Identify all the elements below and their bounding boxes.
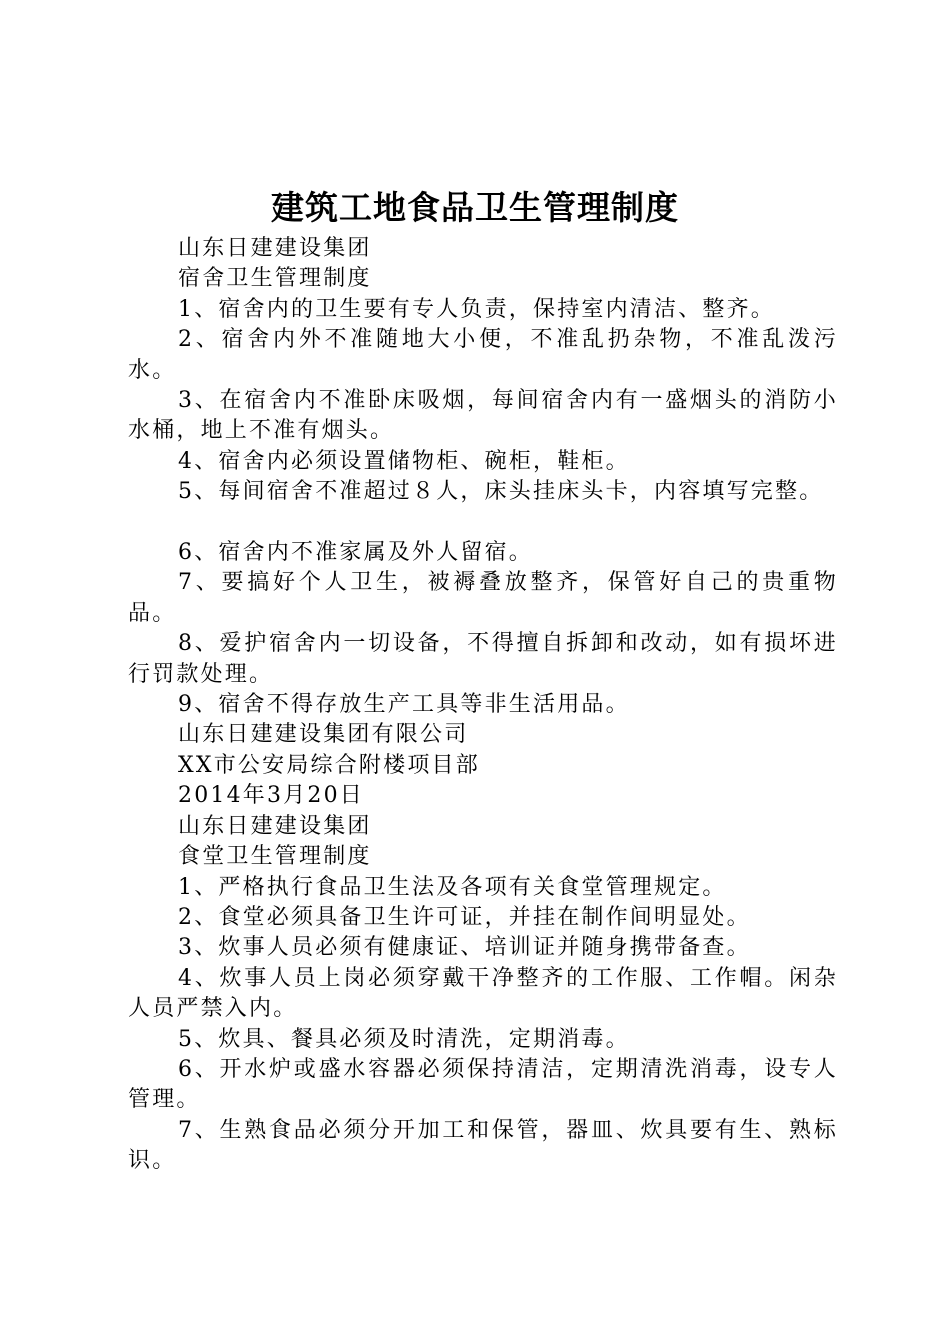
paragraph-canteen-rules-heading: 食堂卫生管理制度: [178, 844, 372, 870]
paragraph-canteen-rule-2: 2、食堂必须具备卫生许可证，并挂在制作间明显处。: [178, 904, 751, 930]
paragraph-canteen-rule-3: 3、炊事人员必须有健康证、培训证并随身携带备查。: [178, 935, 751, 961]
paragraph-canteen-rule-1: 1、严格执行食品卫生法及各项有关食堂管理规定。: [178, 874, 727, 900]
paragraph-dorm-rule-5: 5、每间宿舍不准超过８人，床头挂床头卡，内容填写完整。: [178, 479, 824, 505]
paragraph-dorm-rule-2: 2、宿舍内外不准随地大小便，不准乱扔杂物，不准乱泼污水。: [128, 327, 838, 383]
paragraph-date: 2014年3月20日: [178, 783, 364, 809]
paragraph-canteen-rule-6: 6、开水炉或盛水容器必须保持清洁，定期清洗消毒，设专人管理。: [128, 1056, 838, 1113]
paragraph-canteen-rule-7: 7、生熟食品必须分开加工和保管，器皿、炊具要有生、熟标识。: [128, 1117, 838, 1174]
paragraph-dorm-rule-6: 6、宿舍内不准家属及外人留宿。: [178, 540, 533, 566]
paragraph-canteen-rule-5: 5、炊具、餐具必须及时清洗，定期消毒。: [178, 1026, 630, 1052]
paragraph-company-heading: 山东日建建设集团: [178, 236, 372, 261]
paragraph-dorm-rules-heading: 宿舍卫生管理制度: [178, 266, 372, 292]
paragraph-dorm-rule-7: 7、要搞好个人卫生，被褥叠放整齐，保管好自己的贵重物品。: [128, 570, 838, 626]
paragraph-dorm-rule-3: 3、在宿舍内不准卧床吸烟，每间宿舍内有一盛烟头的消防小水桶，地上不准有烟头。: [128, 388, 838, 444]
paragraph-project-department: XX市公安局综合附楼项目部: [178, 752, 480, 778]
paragraph-canteen-rule-4: 4、炊事人员上岗必须穿戴干净整齐的工作服、工作帽。闲杂人员严禁入内。: [128, 965, 838, 1022]
document-title: 建筑工地食品卫生管理制度: [271, 188, 679, 227]
paragraph-company-heading-2: 山东日建建设集团: [178, 813, 372, 839]
paragraph-dorm-rule-1: 1、宿舍内的卫生要有专人负责，保持室内清洁、整齐。: [178, 296, 775, 322]
paragraph-dorm-rule-8: 8、爱护宿舍内一切设备，不得擅自拆卸和改动，如有损坏进行罚款处理。: [128, 631, 838, 687]
blank-line: [128, 508, 838, 538]
paragraph-company-full-name: 山东日建建设集团有限公司: [178, 722, 469, 748]
document-body: [128, 234, 838, 1177]
paragraph-dorm-rule-4: 4、宿舍内必须设置储物柜、碗柜，鞋柜。: [178, 448, 630, 474]
paragraph-dorm-rule-9: 9、宿舍不得存放生产工具等非生活用品。: [178, 692, 630, 718]
